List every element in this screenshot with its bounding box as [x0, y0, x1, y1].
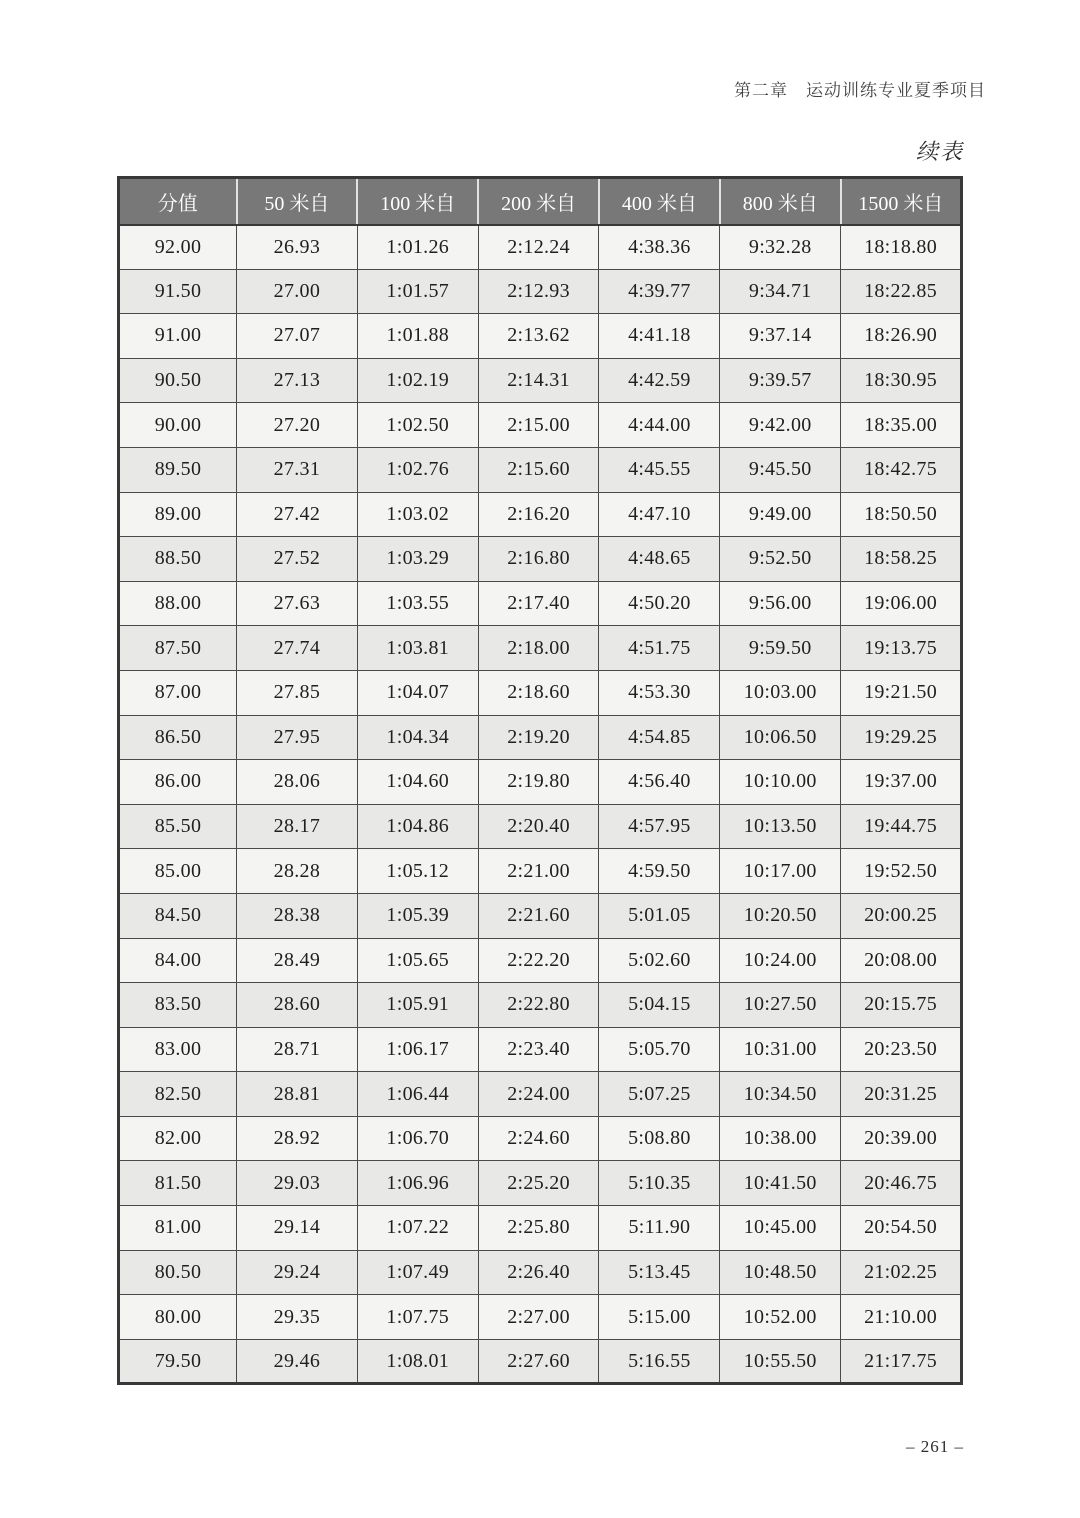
table-cell: 5:13.45 — [599, 1250, 720, 1295]
table-cell: 19:21.50 — [841, 670, 962, 715]
table-cell: 2:15.00 — [478, 403, 599, 448]
table-cell: 10:24.00 — [720, 938, 841, 983]
table-cell: 10:55.50 — [720, 1339, 841, 1384]
table-cell: 2:21.60 — [478, 893, 599, 938]
table-cell: 4:53.30 — [599, 670, 720, 715]
table-cell: 20:31.25 — [841, 1072, 962, 1117]
table-cell: 5:04.15 — [599, 983, 720, 1028]
table-cell: 4:47.10 — [599, 492, 720, 537]
table-cell: 29.35 — [237, 1295, 358, 1340]
table-cell: 5:07.25 — [599, 1072, 720, 1117]
table-cell: 27.20 — [237, 403, 358, 448]
table-cell: 27.95 — [237, 715, 358, 760]
table-cell: 18:22.85 — [841, 269, 962, 314]
chapter-running-header: 第二章 运动训练专业夏季项目 — [734, 81, 986, 100]
table-cell: 86.00 — [119, 760, 237, 805]
table-cell: 2:24.00 — [478, 1072, 599, 1117]
table-cell: 2:21.00 — [478, 849, 599, 894]
table-cell: 2:25.20 — [478, 1161, 599, 1206]
table-cell: 2:16.80 — [478, 537, 599, 582]
column-header: 1500 米自 — [841, 178, 962, 225]
table-cell: 29.14 — [237, 1206, 358, 1251]
table-row — [119, 314, 962, 359]
table-row — [119, 1027, 962, 1072]
table-cell: 2:16.20 — [478, 492, 599, 537]
table-cell: 1:03.02 — [357, 492, 478, 537]
table-cell: 2:27.60 — [478, 1339, 599, 1384]
table-cell: 4:50.20 — [599, 581, 720, 626]
table-cell: 9:59.50 — [720, 626, 841, 671]
table-cell: 90.50 — [119, 358, 237, 403]
table-cell: 19:44.75 — [841, 804, 962, 849]
table-cell: 79.50 — [119, 1339, 237, 1384]
table-row — [119, 225, 962, 270]
table-row — [119, 1206, 962, 1251]
table-cell: 19:29.25 — [841, 715, 962, 760]
table-cell: 91.50 — [119, 269, 237, 314]
table-cell: 21:02.25 — [841, 1250, 962, 1295]
table-cell: 82.50 — [119, 1072, 237, 1117]
table-row — [119, 983, 962, 1028]
table-row — [119, 581, 962, 626]
table-cell: 83.00 — [119, 1027, 237, 1072]
table-cell: 1:06.96 — [357, 1161, 478, 1206]
table-cell: 86.50 — [119, 715, 237, 760]
table-cell: 4:51.75 — [599, 626, 720, 671]
table-row — [119, 1072, 962, 1117]
table-cell: 1:03.55 — [357, 581, 478, 626]
table-cell: 1:06.44 — [357, 1072, 478, 1117]
table-cell: 27.13 — [237, 358, 358, 403]
table-cell: 10:06.50 — [720, 715, 841, 760]
table-cell: 85.50 — [119, 804, 237, 849]
table-row — [119, 492, 962, 537]
table-cell: 20:39.00 — [841, 1116, 962, 1161]
table-cell: 9:39.57 — [720, 358, 841, 403]
table-cell: 27.63 — [237, 581, 358, 626]
table-cell: 27.07 — [237, 314, 358, 359]
table-cell: 20:15.75 — [841, 983, 962, 1028]
table-cell: 20:00.25 — [841, 893, 962, 938]
table-cell: 2:15.60 — [478, 447, 599, 492]
table-cell: 2:19.20 — [478, 715, 599, 760]
table-cell: 80.00 — [119, 1295, 237, 1340]
table-cell: 2:14.31 — [478, 358, 599, 403]
table-cell: 2:25.80 — [478, 1206, 599, 1251]
table-row — [119, 358, 962, 403]
table-cell: 19:52.50 — [841, 849, 962, 894]
table-row — [119, 626, 962, 671]
table-cell: 88.00 — [119, 581, 237, 626]
column-header: 800 米自 — [720, 178, 841, 225]
table-cell: 27.85 — [237, 670, 358, 715]
table-cell: 1:02.76 — [357, 447, 478, 492]
table-cell: 18:26.90 — [841, 314, 962, 359]
table-cell: 2:12.93 — [478, 269, 599, 314]
table-cell: 1:04.86 — [357, 804, 478, 849]
table-cell: 28.92 — [237, 1116, 358, 1161]
table-cell: 9:45.50 — [720, 447, 841, 492]
table-cell: 10:13.50 — [720, 804, 841, 849]
table-cell: 2:18.60 — [478, 670, 599, 715]
table-cell: 20:54.50 — [841, 1206, 962, 1251]
table-cell: 2:24.60 — [478, 1116, 599, 1161]
table-cell: 1:04.07 — [357, 670, 478, 715]
column-header: 分值 — [119, 178, 237, 225]
table-cell: 88.50 — [119, 537, 237, 582]
table-cell: 4:57.95 — [599, 804, 720, 849]
table-cell: 27.52 — [237, 537, 358, 582]
table-cell: 29.03 — [237, 1161, 358, 1206]
table-cell: 1:01.88 — [357, 314, 478, 359]
table-cell: 10:38.00 — [720, 1116, 841, 1161]
table-cell: 10:31.00 — [720, 1027, 841, 1072]
table-cell: 87.50 — [119, 626, 237, 671]
table-cell: 28.06 — [237, 760, 358, 805]
table-cell: 83.50 — [119, 983, 237, 1028]
table-row — [119, 938, 962, 983]
table-cell: 1:05.12 — [357, 849, 478, 894]
table-cell: 90.00 — [119, 403, 237, 448]
table-row — [119, 447, 962, 492]
table-row — [119, 1250, 962, 1295]
table-cell: 9:56.00 — [720, 581, 841, 626]
table-cell: 26.93 — [237, 225, 358, 270]
table-cell: 1:05.91 — [357, 983, 478, 1028]
table-cell: 10:17.00 — [720, 849, 841, 894]
table-cell: 10:41.50 — [720, 1161, 841, 1206]
table-cell: 91.00 — [119, 314, 237, 359]
table-cell: 28.71 — [237, 1027, 358, 1072]
table-cell: 27.74 — [237, 626, 358, 671]
table-cell: 2:13.62 — [478, 314, 599, 359]
table-cell: 5:02.60 — [599, 938, 720, 983]
table-cell: 84.00 — [119, 938, 237, 983]
column-header: 50 米自 — [237, 178, 358, 225]
table-cell: 5:01.05 — [599, 893, 720, 938]
table-cell: 4:44.00 — [599, 403, 720, 448]
table-cell: 2:18.00 — [478, 626, 599, 671]
table-cell: 29.46 — [237, 1339, 358, 1384]
table-cell: 10:27.50 — [720, 983, 841, 1028]
table-cell: 5:11.90 — [599, 1206, 720, 1251]
table-cell: 4:42.59 — [599, 358, 720, 403]
table-cell: 9:37.14 — [720, 314, 841, 359]
table-cell: 4:45.55 — [599, 447, 720, 492]
table-cell: 10:34.50 — [720, 1072, 841, 1117]
column-header: 400 米自 — [599, 178, 720, 225]
table-cell: 10:45.00 — [720, 1206, 841, 1251]
table-cell: 1:03.29 — [357, 537, 478, 582]
table-row — [119, 537, 962, 582]
table-cell: 27.00 — [237, 269, 358, 314]
table-cell: 2:20.40 — [478, 804, 599, 849]
table-cell: 2:19.80 — [478, 760, 599, 805]
table-cell: 1:02.50 — [357, 403, 478, 448]
table-cell: 28.60 — [237, 983, 358, 1028]
table-cell: 28.81 — [237, 1072, 358, 1117]
table-row — [119, 403, 962, 448]
table-cell: 29.24 — [237, 1250, 358, 1295]
table-row — [119, 1295, 962, 1340]
table-cell: 5:16.55 — [599, 1339, 720, 1384]
table-cell: 87.00 — [119, 670, 237, 715]
table-cell: 2:22.80 — [478, 983, 599, 1028]
table-cell: 2:26.40 — [478, 1250, 599, 1295]
table-cell: 4:39.77 — [599, 269, 720, 314]
table-cell: 18:50.50 — [841, 492, 962, 537]
table-cell: 2:12.24 — [478, 225, 599, 270]
table-cell: 19:37.00 — [841, 760, 962, 805]
column-header: 200 米自 — [478, 178, 599, 225]
table-cell: 19:13.75 — [841, 626, 962, 671]
table-cell: 9:49.00 — [720, 492, 841, 537]
table-cell: 1:07.75 — [357, 1295, 478, 1340]
table-cell: 1:01.57 — [357, 269, 478, 314]
table-cell: 5:15.00 — [599, 1295, 720, 1340]
table-cell: 18:42.75 — [841, 447, 962, 492]
table-cell: 27.42 — [237, 492, 358, 537]
table-cell: 10:10.00 — [720, 760, 841, 805]
table-cell: 10:03.00 — [720, 670, 841, 715]
table-cell: 28.17 — [237, 804, 358, 849]
table-cell: 1:07.22 — [357, 1206, 478, 1251]
table-cell: 9:42.00 — [720, 403, 841, 448]
table-cell: 89.00 — [119, 492, 237, 537]
table-cell: 1:03.81 — [357, 626, 478, 671]
table-row — [119, 269, 962, 314]
table-row — [119, 893, 962, 938]
table-cell: 81.00 — [119, 1206, 237, 1251]
table-row — [119, 804, 962, 849]
table-cell: 82.00 — [119, 1116, 237, 1161]
table-header-row — [119, 178, 962, 225]
table-cell: 89.50 — [119, 447, 237, 492]
table-cell: 1:02.19 — [357, 358, 478, 403]
table-cell: 10:48.50 — [720, 1250, 841, 1295]
table-cell: 9:34.71 — [720, 269, 841, 314]
table-row — [119, 670, 962, 715]
table-cell: 85.00 — [119, 849, 237, 894]
table-row — [119, 760, 962, 805]
table-cell: 20:46.75 — [841, 1161, 962, 1206]
continued-table-label: 续表 — [915, 139, 964, 164]
table-cell: 1:06.70 — [357, 1116, 478, 1161]
table-cell: 1:08.01 — [357, 1339, 478, 1384]
table-cell: 4:41.18 — [599, 314, 720, 359]
table-cell: 4:48.65 — [599, 537, 720, 582]
table-cell: 28.49 — [237, 938, 358, 983]
table-cell: 18:18.80 — [841, 225, 962, 270]
table-cell: 27.31 — [237, 447, 358, 492]
table-cell: 1:04.34 — [357, 715, 478, 760]
table-cell: 1:01.26 — [357, 225, 478, 270]
table-cell: 84.50 — [119, 893, 237, 938]
table-cell: 18:30.95 — [841, 358, 962, 403]
table-body — [119, 225, 962, 1384]
table-cell: 5:10.35 — [599, 1161, 720, 1206]
table-cell: 21:17.75 — [841, 1339, 962, 1384]
table-cell: 2:17.40 — [478, 581, 599, 626]
table-cell: 28.38 — [237, 893, 358, 938]
table-cell: 1:05.39 — [357, 893, 478, 938]
table-cell: 2:22.20 — [478, 938, 599, 983]
table-row — [119, 1116, 962, 1161]
table-cell: 92.00 — [119, 225, 237, 270]
table-cell: 5:08.80 — [599, 1116, 720, 1161]
table-cell: 9:52.50 — [720, 537, 841, 582]
table-cell: 4:59.50 — [599, 849, 720, 894]
table-row — [119, 849, 962, 894]
table-row — [119, 1339, 962, 1384]
table-cell: 1:06.17 — [357, 1027, 478, 1072]
table-cell: 10:52.00 — [720, 1295, 841, 1340]
table-row — [119, 715, 962, 760]
table-cell: 10:20.50 — [720, 893, 841, 938]
table-cell: 80.50 — [119, 1250, 237, 1295]
table-cell: 19:06.00 — [841, 581, 962, 626]
table-cell: 4:56.40 — [599, 760, 720, 805]
table-cell: 81.50 — [119, 1161, 237, 1206]
page-number: – 261 – — [906, 1437, 964, 1456]
table-cell: 9:32.28 — [720, 225, 841, 270]
table-cell: 2:27.00 — [478, 1295, 599, 1340]
table-cell: 4:38.36 — [599, 225, 720, 270]
table-cell: 21:10.00 — [841, 1295, 962, 1340]
table-cell: 4:54.85 — [599, 715, 720, 760]
table-cell: 1:07.49 — [357, 1250, 478, 1295]
table-cell: 18:58.25 — [841, 537, 962, 582]
table-cell: 2:23.40 — [478, 1027, 599, 1072]
table-cell: 28.28 — [237, 849, 358, 894]
table-cell: 18:35.00 — [841, 403, 962, 448]
column-header: 100 米自 — [357, 178, 478, 225]
swimming-score-table — [117, 176, 963, 1385]
table-cell: 1:04.60 — [357, 760, 478, 805]
table-cell: 5:05.70 — [599, 1027, 720, 1072]
table-row — [119, 1161, 962, 1206]
table-cell: 1:05.65 — [357, 938, 478, 983]
table-cell: 20:23.50 — [841, 1027, 962, 1072]
table-cell: 20:08.00 — [841, 938, 962, 983]
